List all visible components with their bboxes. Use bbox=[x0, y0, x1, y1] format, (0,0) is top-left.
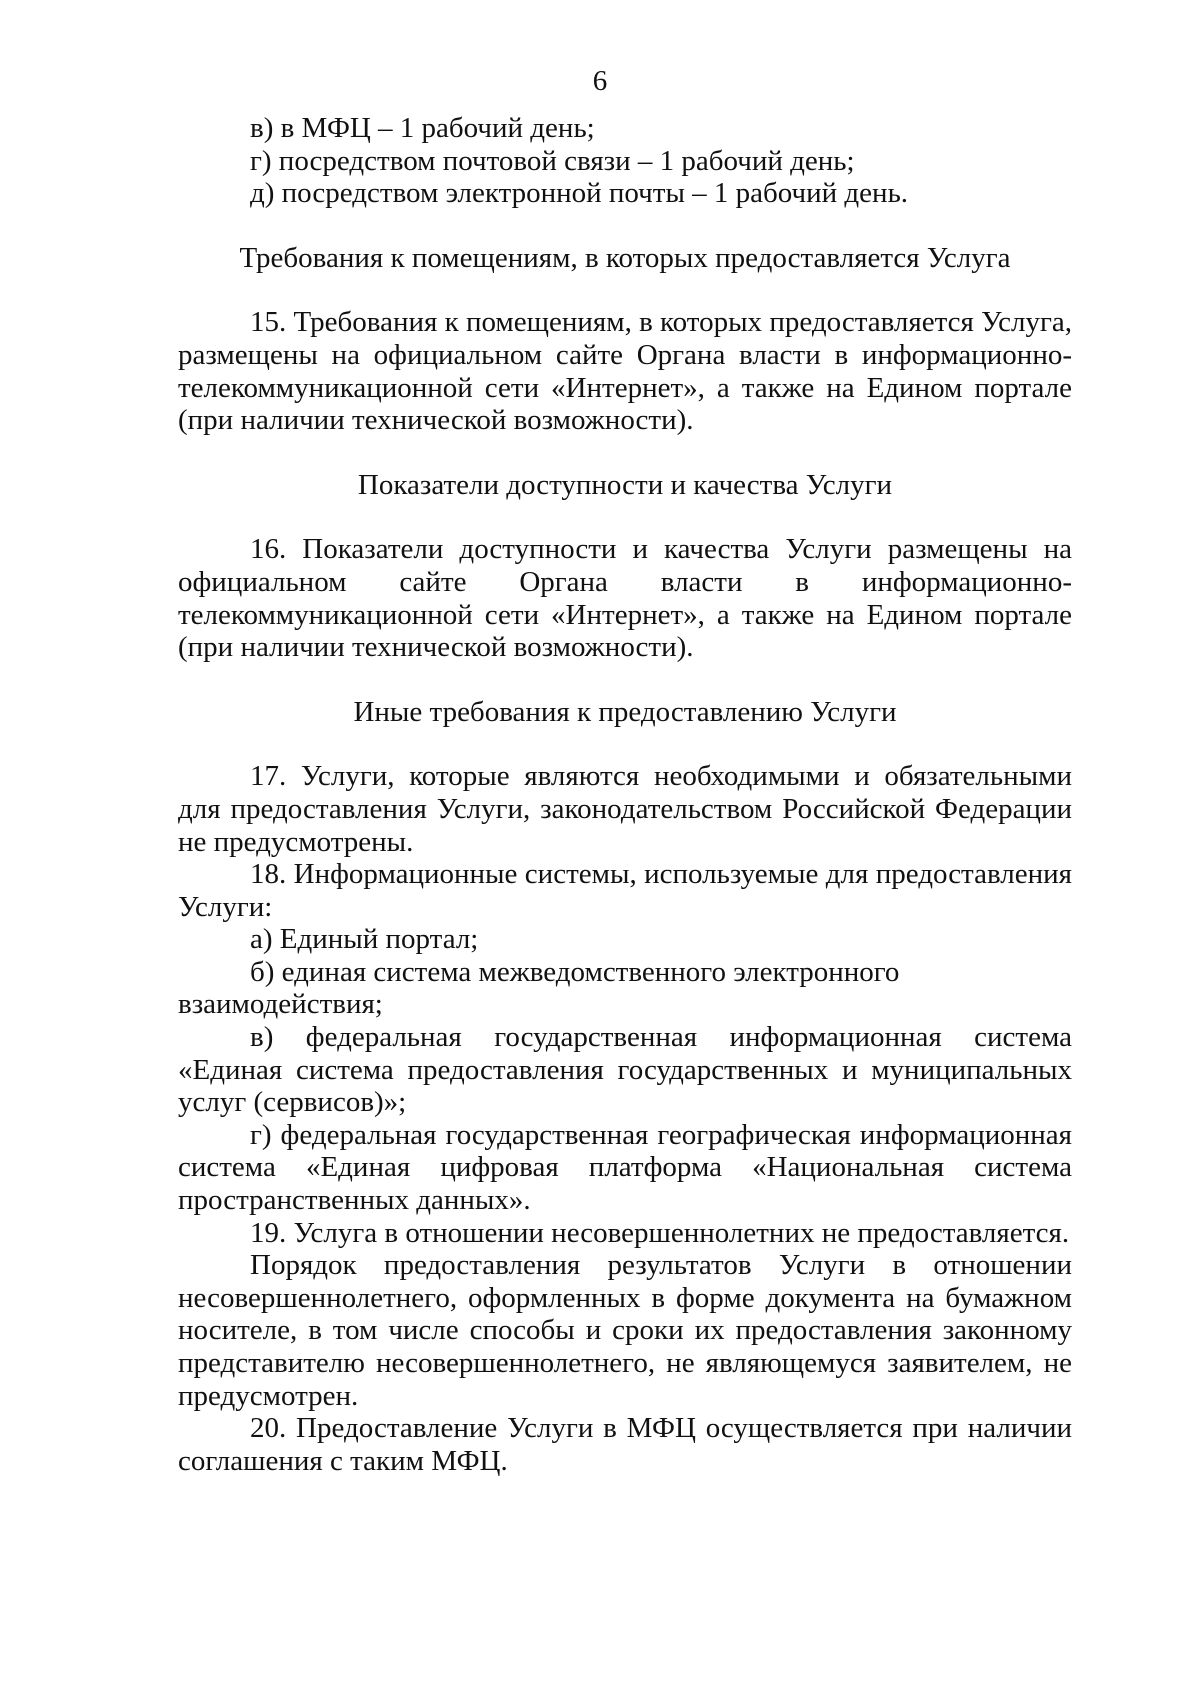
section-heading-quality: Показатели доступности и качества Услуги bbox=[357, 468, 893, 501]
paragraph-15: 15. Требования к помещениям, в которых предоставляется Услуга, размещены на официальном сайте Органа власти в информационно-телекоммуникационной сети «Интернет», а также на Едином портале (при наличии технической возможности). bbox=[178, 306, 1072, 437]
section-heading-other: Иные требования к предоставлению Услуги bbox=[353, 695, 897, 728]
paragraph-18-item-a: а) Единый портал; bbox=[250, 923, 479, 956]
section-heading-premises: Требования к помещениям, в которых предоставляется Услуга bbox=[239, 241, 1011, 274]
document-body bbox=[178, 112, 1072, 1477]
paragraph-19-order: Порядок предоставления результатов Услуги в отношении несовершеннолетнего, оформленных в форме документа на бумажном носителе, в том числе способы и сроки их предоставления законному представителю несовершеннолетнего, не являющемуся заявителем, не предусмотрен. bbox=[178, 1249, 1072, 1412]
list-item-post: г) посредством почтовой связи – 1 рабочий день; bbox=[250, 144, 855, 177]
paragraph-19: 19. Услуга в отношении несовершеннолетних не предоставляется. bbox=[250, 1216, 1070, 1249]
list-item-email: д) посредством электронной почты – 1 рабочий день. bbox=[250, 177, 909, 210]
page-number: 6 bbox=[592, 65, 608, 97]
paragraph-16: 16. Показатели доступности и качества Услуги размещены на официальном сайте Органа власти в информационно-телекоммуникационной сети «Интернет», а также на Едином портале (при наличии технической возможности). bbox=[178, 533, 1072, 664]
paragraph-18-item-v: в) федеральная государственная информационная система «Единая система предоставления государственных и муниципальных услуг (сервисов)»; bbox=[178, 1021, 1072, 1119]
list-item-mfc: в) в МФЦ – 1 рабочий день; bbox=[250, 112, 595, 144]
paragraph-17: 17. Услуги, которые являются необходимыми и обязательными для предоставления Услуги, законодательством Российской Федерации не предусмотрены. bbox=[178, 760, 1072, 858]
paragraph-20: 20. Предоставление Услуги в МФЦ осуществляется при наличии соглашения с таким МФЦ. bbox=[178, 1412, 1072, 1477]
paragraph-18-item-g: г) федеральная государственная географическая информационная система «Единая цифровая платформа «Национальная система пространственных данных». bbox=[178, 1118, 1072, 1217]
paragraph-18: 18. Информационные системы, используемые для предоставления Услуги: bbox=[178, 858, 1072, 923]
paragraph-18-item-b: б) единая система межведомственного электронного взаимодействия; bbox=[178, 955, 900, 1021]
